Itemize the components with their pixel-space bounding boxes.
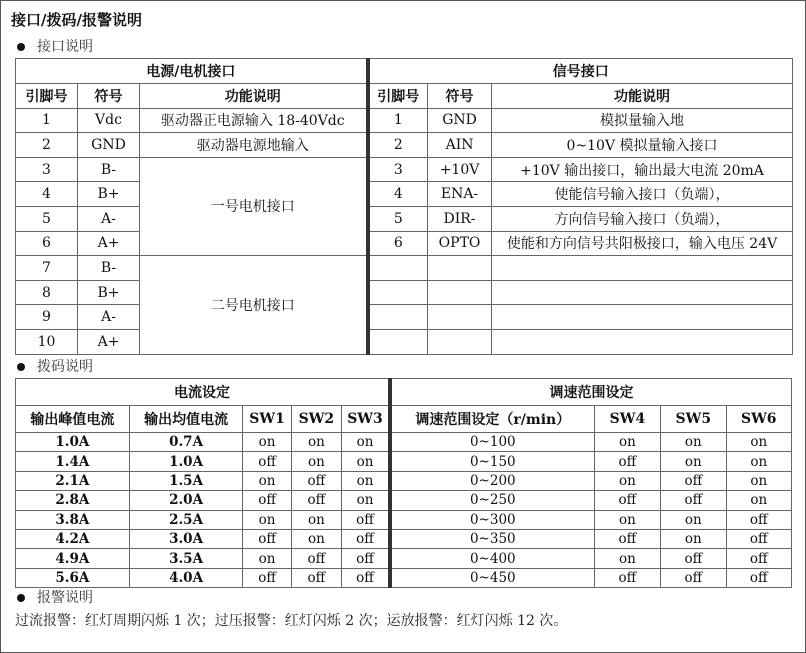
col-pin: 引脚号 — [368, 84, 428, 109]
sw5-cell: off — [661, 549, 726, 568]
sw4-cell: on — [594, 510, 660, 529]
sw3-cell: off — [342, 568, 390, 587]
sw2-cell: on — [291, 433, 341, 452]
sw5-cell: on — [661, 433, 726, 452]
empty-cell — [368, 256, 428, 281]
function-cell: 驱动器电源地输入 — [140, 133, 368, 158]
sw6-cell: off — [726, 529, 791, 548]
sw6-cell: off — [726, 549, 791, 568]
pin-cell: 10 — [16, 329, 78, 354]
speed-range-group-header: 调速范围设定 — [390, 379, 792, 406]
empty-cell — [492, 329, 793, 354]
avg-current-cell: 2.0A — [129, 491, 243, 510]
avg-current-cell: 1.0A — [129, 452, 243, 471]
sw2-cell: on — [291, 510, 341, 529]
sw5-cell: off — [661, 491, 726, 510]
peak-current-cell: 1.0A — [16, 433, 130, 452]
empty-cell — [428, 305, 492, 330]
pin-cell: 3 — [368, 157, 428, 182]
sw4-cell: off — [594, 529, 660, 548]
section-alarm-label: 报警说明 — [37, 590, 93, 606]
sw3-header: SW3 — [342, 406, 390, 433]
table-row — [16, 510, 792, 529]
sw6-cell: off — [726, 568, 791, 587]
table-row — [16, 568, 792, 587]
table-row — [16, 529, 792, 548]
motor2-function-cell: 二号电机接口 — [140, 256, 368, 354]
table-row — [16, 206, 793, 231]
sw1-cell: on — [243, 471, 291, 490]
peak-current-cell: 2.1A — [16, 471, 130, 490]
pin-cell: 7 — [16, 256, 78, 281]
speed-range-cell: 0~250 — [390, 491, 594, 510]
function-cell: 使能信号输入接口（负端）， — [492, 182, 793, 207]
sw5-cell: off — [661, 568, 726, 587]
sw6-cell: on — [726, 433, 791, 452]
peak-current-cell: 2.8A — [16, 491, 130, 510]
function-cell: 方向信号输入接口（负端）， — [492, 206, 793, 231]
sw2-cell: on — [291, 452, 341, 471]
sw1-cell: off — [243, 491, 291, 510]
speed-range-cell: 0~450 — [390, 568, 594, 587]
sw3-cell: on — [342, 433, 390, 452]
avg-current-cell: 2.5A — [129, 510, 243, 529]
table-row — [16, 182, 793, 207]
empty-cell — [368, 329, 428, 354]
empty-cell — [368, 280, 428, 305]
avg-current-cell: 4.0A — [129, 568, 243, 587]
sw3-cell: off — [342, 510, 390, 529]
sw5-cell: on — [661, 452, 726, 471]
speed-range-cell: 0~400 — [390, 549, 594, 568]
pin-cell: 8 — [16, 280, 78, 305]
sw4-cell: on — [594, 433, 660, 452]
section-interface — [11, 36, 93, 56]
symbol-cell: A+ — [78, 231, 140, 256]
sw2-cell: off — [291, 471, 341, 490]
sw3-cell: on — [342, 471, 390, 490]
pin-cell: 4 — [368, 182, 428, 207]
table-row — [16, 231, 793, 256]
speed-range-header: 调速范围设定（r/min） — [390, 406, 594, 433]
sw3-cell: on — [342, 452, 390, 471]
sw5-cell: on — [661, 529, 726, 548]
peak-current-cell: 4.2A — [16, 529, 130, 548]
col-symbol: 符号 — [428, 84, 492, 109]
function-cell: 驱动器正电源输入 18-40Vdc — [140, 108, 368, 133]
function-cell: 使能和方向信号共阳极接口，输入电压 24V — [492, 231, 793, 256]
function-cell: 模拟量输入地 — [492, 108, 793, 133]
peak-current-header: 输出峰值电流 — [16, 406, 130, 433]
sw3-cell: off — [342, 549, 390, 568]
sw5-cell: on — [661, 510, 726, 529]
sw4-cell: off — [594, 491, 660, 510]
sw2-cell: off — [291, 549, 341, 568]
sw6-cell: off — [726, 510, 791, 529]
symbol-cell: A- — [78, 305, 140, 330]
sw5-cell: off — [661, 471, 726, 490]
table-row — [16, 433, 792, 452]
table-row — [16, 549, 792, 568]
col-symbol: 符号 — [78, 84, 140, 109]
sw4-cell: on — [594, 471, 660, 490]
symbol-cell: DIR- — [428, 206, 492, 231]
bullet-icon — [17, 594, 25, 602]
col-pin: 引脚号 — [16, 84, 78, 109]
symbol-cell: B+ — [78, 280, 140, 305]
pin-cell: 5 — [368, 206, 428, 231]
table-row — [16, 157, 793, 182]
avg-current-cell: 1.5A — [129, 471, 243, 490]
sw1-cell: off — [243, 568, 291, 587]
speed-range-cell: 0~100 — [390, 433, 594, 452]
symbol-cell: B- — [78, 157, 140, 182]
power-motor-group-header: 电源/电机接口 — [16, 59, 368, 84]
col-function: 功能说明 — [492, 84, 793, 109]
sw6-cell: on — [726, 471, 791, 490]
empty-cell — [492, 305, 793, 330]
empty-cell — [492, 280, 793, 305]
pin-cell: 5 — [16, 206, 78, 231]
symbol-cell: GND — [78, 133, 140, 158]
signal-group-header: 信号接口 — [368, 59, 793, 84]
sw6-header: SW6 — [726, 406, 791, 433]
table-row — [16, 329, 793, 354]
sw6-cell: on — [726, 491, 791, 510]
pin-cell: 6 — [368, 231, 428, 256]
pin-cell: 1 — [368, 108, 428, 133]
sw4-header: SW4 — [594, 406, 660, 433]
pin-cell: 1 — [16, 108, 78, 133]
sw5-header: SW5 — [661, 406, 726, 433]
bullet-icon — [17, 363, 25, 371]
sw6-cell: on — [726, 452, 791, 471]
pin-cell: 9 — [16, 305, 78, 330]
sw2-cell: off — [291, 491, 341, 510]
table-row — [16, 280, 793, 305]
pin-cell: 3 — [16, 157, 78, 182]
motor1-function-cell: 一号电机接口 — [140, 157, 368, 255]
sw1-cell: on — [243, 549, 291, 568]
sw1-cell: off — [243, 452, 291, 471]
sw2-cell: on — [291, 529, 341, 548]
table-row — [16, 452, 792, 471]
sw4-cell: on — [594, 549, 660, 568]
empty-cell — [428, 329, 492, 354]
table-row — [16, 108, 793, 133]
table-row — [16, 133, 793, 158]
section-alarm — [11, 587, 93, 607]
symbol-cell: B+ — [78, 182, 140, 207]
symbol-cell: Vdc — [78, 108, 140, 133]
symbol-cell: A+ — [78, 329, 140, 354]
avg-current-cell: 0.7A — [129, 433, 243, 452]
speed-range-cell: 0~300 — [390, 510, 594, 529]
speed-range-cell: 0~150 — [390, 452, 594, 471]
empty-cell — [428, 256, 492, 281]
page-title: 接口/拨码/报警说明 — [11, 11, 142, 29]
avg-current-cell: 3.0A — [129, 529, 243, 548]
symbol-cell: GND — [428, 108, 492, 133]
symbol-cell: A- — [78, 206, 140, 231]
sw1-cell: off — [243, 529, 291, 548]
sw1-header: SW1 — [243, 406, 291, 433]
sw4-cell: off — [594, 452, 660, 471]
pin-cell: 2 — [368, 133, 428, 158]
table-row — [16, 491, 792, 510]
peak-current-cell: 5.6A — [16, 568, 130, 587]
peak-current-cell: 1.4A — [16, 452, 130, 471]
sw3-cell: on — [342, 491, 390, 510]
col-function: 功能说明 — [140, 84, 368, 109]
pin-cell: 2 — [16, 133, 78, 158]
function-cell: +10V 输出接口，输出最大电流 20mA — [492, 157, 793, 182]
sw2-cell: off — [291, 568, 341, 587]
section-interface-label: 接口说明 — [37, 39, 93, 55]
symbol-cell: +10V — [428, 157, 492, 182]
function-cell: 0~10V 模拟量输入接口 — [492, 133, 793, 158]
table-row — [16, 256, 793, 281]
avg-current-cell: 3.5A — [129, 549, 243, 568]
empty-cell — [368, 305, 428, 330]
symbol-cell: B- — [78, 256, 140, 281]
section-dip-label: 拨码说明 — [37, 359, 93, 375]
sw2-header: SW2 — [291, 406, 341, 433]
peak-current-cell: 4.9A — [16, 549, 130, 568]
sw1-cell: on — [243, 433, 291, 452]
table-row — [16, 305, 793, 330]
pin-cell: 4 — [16, 182, 78, 207]
avg-current-header: 输出均值电流 — [129, 406, 243, 433]
empty-cell — [492, 256, 793, 281]
dip-switch-table — [15, 378, 792, 588]
section-dip — [11, 356, 93, 376]
interface-table — [15, 58, 793, 355]
speed-range-cell: 0~350 — [390, 529, 594, 548]
speed-range-cell: 0~200 — [390, 471, 594, 490]
alarm-description: 过流报警：红灯周期闪烁 1 次；过压报警：红灯闪烁 2 次；运放报警：红灯闪烁 12 次。 — [15, 613, 568, 629]
empty-cell — [428, 280, 492, 305]
sw3-cell: off — [342, 529, 390, 548]
sw4-cell: off — [594, 568, 660, 587]
table-row — [16, 471, 792, 490]
peak-current-cell: 3.8A — [16, 510, 130, 529]
symbol-cell: AIN — [428, 133, 492, 158]
current-setting-group-header: 电流设定 — [16, 379, 390, 406]
symbol-cell: OPTO — [428, 231, 492, 256]
symbol-cell: ENA- — [428, 182, 492, 207]
bullet-icon — [17, 43, 25, 51]
sw1-cell: on — [243, 510, 291, 529]
pin-cell: 6 — [16, 231, 78, 256]
